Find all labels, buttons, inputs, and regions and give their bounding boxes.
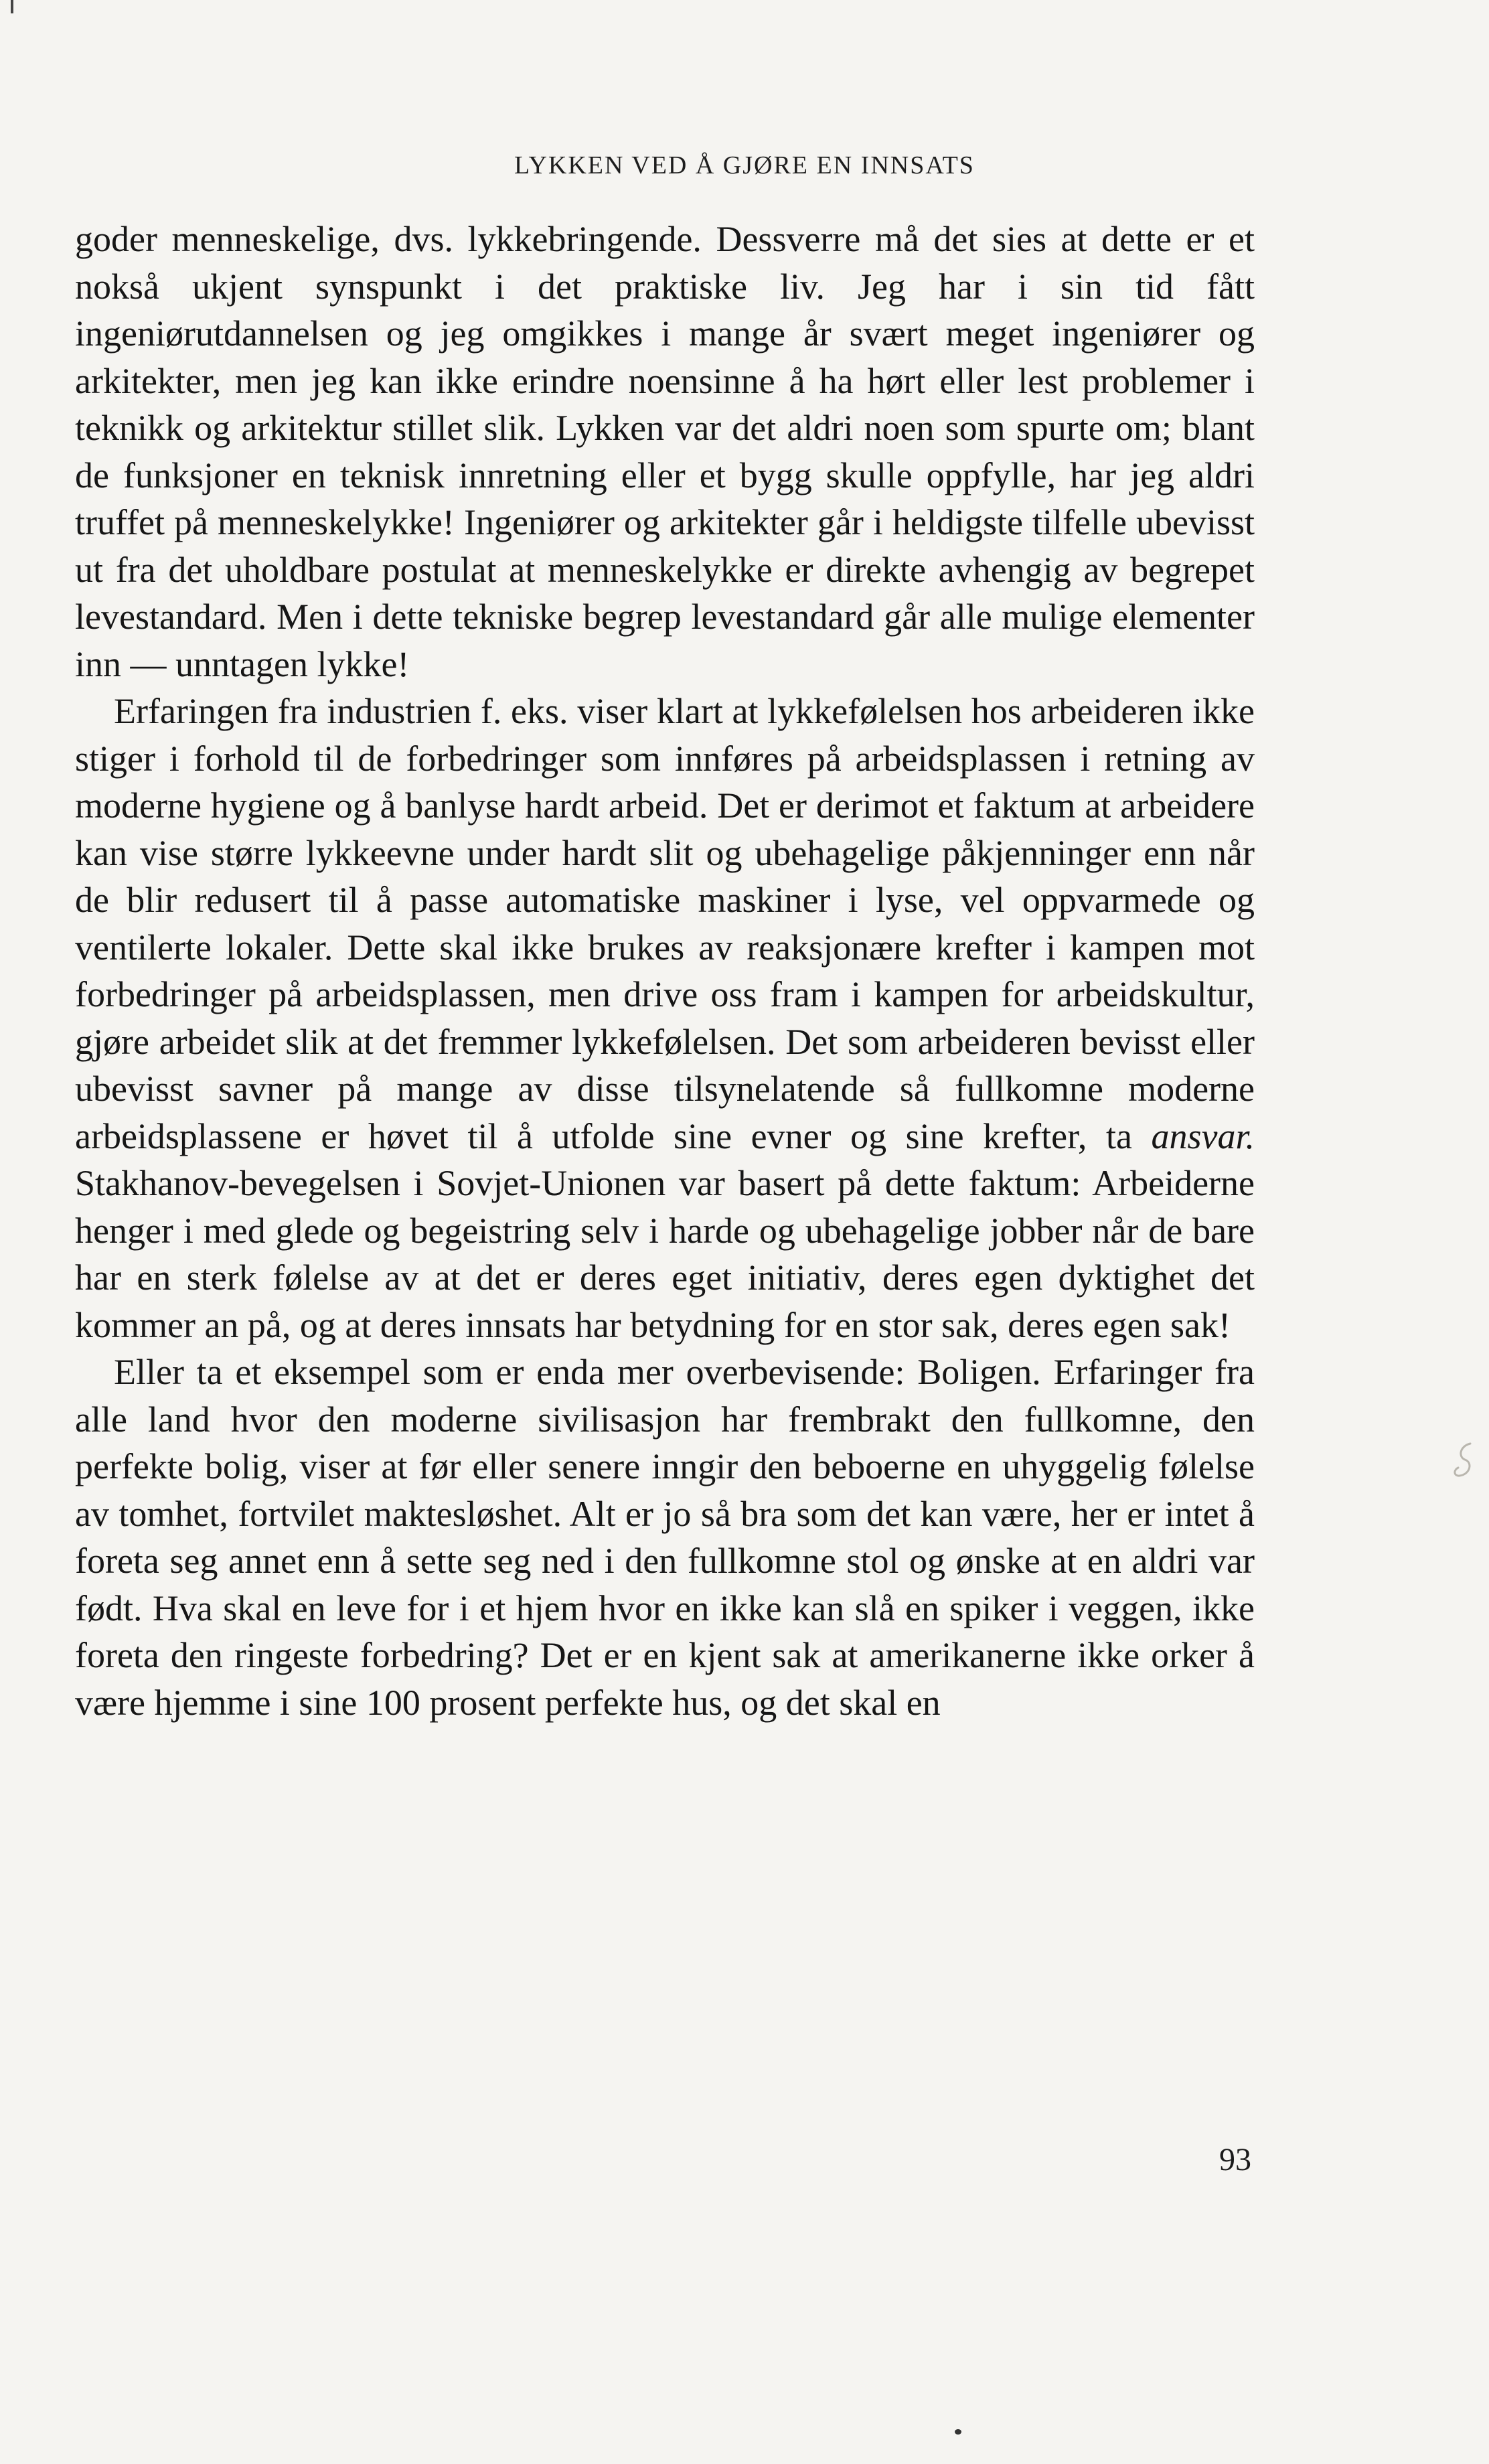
ink-speck — [955, 2429, 961, 2435]
page-number: 93 — [1219, 2142, 1251, 2177]
running-head: LYKKEN VED Å GJØRE EN INNSATS — [514, 151, 975, 179]
paragraph-1: goder menneskelige, dvs. lykkebringende. Dessverre må det sies at dette er et nokså ukjent synspunkt i det praktiske liv. Jeg har i sin tid fått ingeniørutdannelsen og jeg omgikkes i mange år svært meget ingeniører og arkitekter, men jeg kan ikke erindre noensinne å ha hørt eller lest problemer i teknikk og arkitektur stillet slik. Lykken var det aldri noen som spurte om; blant de funksjoner en teknisk innretning eller et bygg skulle oppfylle, har jeg aldri truffet på menneskelykke! Ingeniører og arkitekter går i heldigste tilfelle ubevisst ut fra det uholdbare postulat at menneskelykke er direkte avhengig av begrepet levestandard. Men i dette tekniske begrep levestandard går alle mulige elementer inn — unntagen lykke! — [75, 219, 1255, 684]
paragraph-3: Eller ta et eksempel som er enda mer overbevisende: Boligen. Erfaringer fra alle land hvor den moderne sivilisasjon har frembrakt den fullkomne, den perfekte bolig, viser at før eller senere inngir den beboerne en uhyggelig følelse av tomhet, fortvilet maktesløshet. Alt er jo så bra som det kan være, her er intet å foreta seg annet enn å sette seg ned i den fullkomne stol og ønske at en aldri var født. Hva skal en leve for i et hjem hvor en ikke kan slå en spiker i veggen, ikke foreta den ringeste forbedring? Det er en kjent sak at amerikanerne ikke orker å være hjemme i sine 100 prosent perfekte hus, og det skal en — [75, 1352, 1255, 1723]
paragraph-2 — [75, 688, 1255, 1349]
paragraph-2-italic-word: ansvar. — [1151, 1115, 1255, 1156]
paragraph-2-text-start: Erfaringen fra industrien f. eks. viser klart at lykkefølelsen hos arbeideren ikke stiger i forhold til de forbedringer som innføres på arbeidsplassen i retning av moderne hygiene og å banlyse hardt arbeid. Det er derimot et faktum at arbeidere kan vise større lykkeevne under hardt slit og ubehagelige påkjenninger enn når de blir redusert til å passe automatiske maskiner i lyse, vel oppvarmede og ventilerte lokaler. Dette skal ikke brukes av reaksjonære krefter i kampen mot forbedringer på arbeidsplassen, men drive oss fram i kampen for arbeidskultur, gjøre arbeidet slik at det fremmer lykkefølelsen. Det som arbeideren bevisst eller ubevisst savner på mange av disse tilsynelatende så fullkomne moderne arbeidsplassene er høvet til å utfolde sine evner og sine krefter, ta — [75, 691, 1255, 1156]
body-text — [75, 216, 1255, 1726]
paragraph-2-text-end: Stakhanov-bevegelsen i Sovjet-Unionen var basert på dette faktum: Arbeiderne henger i med glede og begeistring selv i harde og ubehagelige jobber når de bare har en sterk følelse av at det er deres eget initiativ, deres egen dyktighet det kommer an på, og at deres innsats har betydning for en stor sak, deres egen sak! — [75, 1163, 1255, 1345]
scan-edge-mark — [11, 0, 13, 13]
margin-pencil-mark-icon — [1450, 1440, 1480, 1480]
